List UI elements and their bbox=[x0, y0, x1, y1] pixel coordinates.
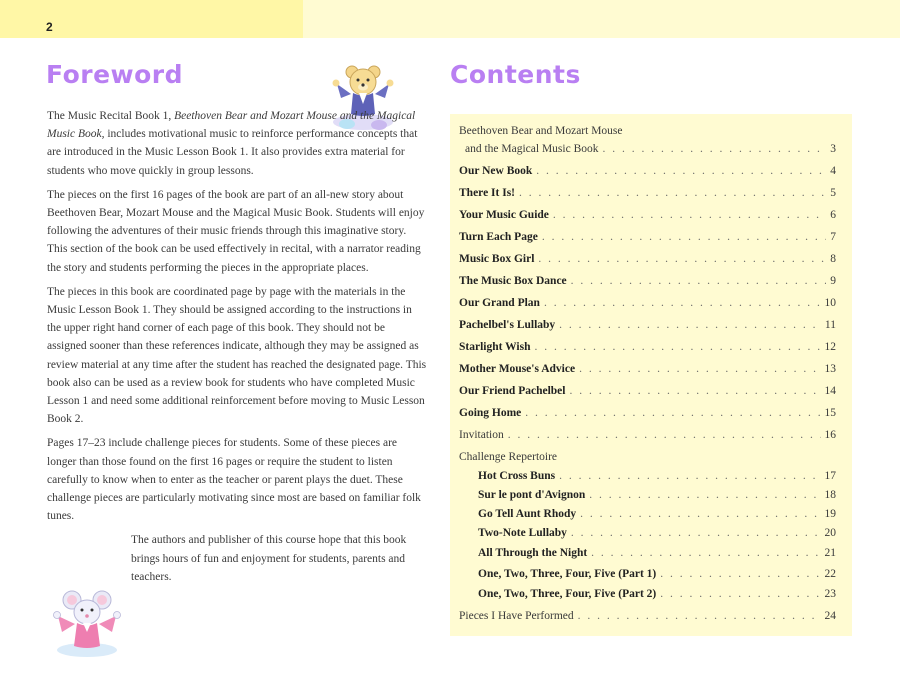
toc-challenge-entry: All Through the Night . . . 21 bbox=[478, 547, 836, 563]
toc-entry: Going Home . . . 15 bbox=[459, 407, 836, 423]
toc-challenge-entry: One, Two, Three, Four, Five (Part 1) . . . 22 bbox=[478, 568, 836, 584]
top-band-right bbox=[303, 0, 900, 38]
toc-challenge-entry: Two-Note Lullaby . . . 20 bbox=[478, 527, 836, 543]
foreword-paragraph-4: Pages 17–23 include challenge pieces for students. Some of these pieces are longer than those found on the first 16 pages or require the student to listen carefully to know when to enter as the teacher or parent plays the duet. These challenge pieces are particularly motivating since most are based on familiar folk tunes. bbox=[47, 437, 421, 523]
toc-challenge-entry: Go Tell Aunt Rhody . . . 19 bbox=[478, 508, 836, 524]
toc-entry: Music Box Girl . . . 8 bbox=[459, 253, 836, 269]
toc-entry-invitation: Invitation . . . 16 bbox=[459, 429, 836, 445]
toc-entry-intro: and the Magical Music Book . . . 3 bbox=[465, 143, 836, 159]
challenge-repertoire-heading: Challenge Repertoire bbox=[459, 451, 558, 463]
toc-entry: Pachelbel's Lullaby . . . 11 bbox=[459, 319, 836, 335]
foreword-paragraph-3: The pieces in this book are coordinated page by page with the materials in the Music Lesson Book 1. They should be assigned according to the instructions in the upper right hand corner of each page of this book. They should not be assigned sooner than these references indicate, although they may be assigned as review material at any time after the student has reached the designated page. This book also can be used as a review book for students who have completed Music Lesson 1 and need some additional reinforcement before moving to Music Lesson Book 2. bbox=[47, 285, 427, 426]
toc-entry: Our New Book . . . 4 bbox=[459, 165, 836, 181]
toc-entry: Starlight Wish . . . 12 bbox=[459, 341, 836, 357]
toc-entry: There It Is! . . . 5 bbox=[459, 187, 836, 203]
foreword-paragraph-2: The pieces on the first 16 pages of the book are part of an all-new story about Beethoven Bear, Mozart Mouse and the Magical Music Book. Students will enjoy following the adventures of their music friends through this imaginative story. This section of the book can be used effectively in recital, with a narrator reading the story and students performing the pieces in the appropriate places. bbox=[47, 188, 425, 274]
mouse-illustration bbox=[50, 588, 124, 658]
toc-entry: The Music Box Dance . . . 9 bbox=[459, 275, 836, 291]
toc-entry: Our Friend Pachelbel . . . 14 bbox=[459, 385, 836, 401]
toc-entry: Our Grand Plan . . . 10 bbox=[459, 297, 836, 313]
toc-entry: Turn Each Page . . . 7 bbox=[459, 231, 836, 247]
toc-intro-line-1: Beethoven Bear and Mozart Mouse bbox=[459, 125, 623, 137]
toc-entry: Your Music Guide . . . 6 bbox=[459, 209, 836, 225]
toc-challenge-entry: Hot Cross Buns . . . 17 bbox=[478, 470, 836, 486]
page-number: 2 bbox=[46, 20, 53, 34]
contents-title: Contents bbox=[450, 60, 581, 89]
foreword-paragraph-1: The Music Recital Book 1, Beethoven Bear and Mozart Mouse and the Magical Music Book, includes motivational music to reinforce performance concepts that are introduced in the Music Lesson Book 1. It also provides extra material for students who move quickly in group lessons. bbox=[47, 110, 418, 177]
foreword-body bbox=[47, 107, 427, 592]
toc-challenge-entry: One, Two, Three, Four, Five (Part 2) . . . 23 bbox=[478, 588, 836, 604]
toc-entry: Mother Mouse's Advice . . . 13 bbox=[459, 363, 836, 379]
toc-entry-performed: Pieces I Have Performed . . . 24 bbox=[459, 610, 836, 626]
foreword-title: Foreword bbox=[46, 60, 184, 89]
toc-challenge-entry: Sur le pont d'Avignon . . . 18 bbox=[478, 489, 836, 505]
foreword-paragraph-5: The authors and publisher of this course hope that this book brings hours of fun and enjoyment for students, parents and teachers. bbox=[131, 534, 407, 583]
